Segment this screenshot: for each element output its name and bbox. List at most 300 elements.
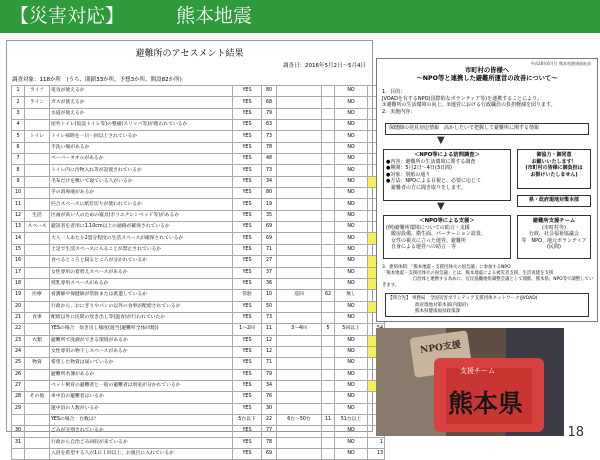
cell-item: 希望した物資は届いているか bbox=[50, 358, 233, 369]
cell-a2: NO bbox=[335, 97, 368, 108]
cell-n2 bbox=[322, 176, 335, 187]
cell-a2: NO bbox=[335, 380, 368, 391]
cell-n3: 1 bbox=[368, 437, 385, 448]
cell-item: 行政から、おにぎりやパンの以外の食事が配給されているか bbox=[50, 301, 233, 312]
table-row bbox=[12, 154, 385, 165]
cell-m bbox=[277, 380, 322, 391]
cell-m: 6台〜50台 bbox=[277, 414, 322, 425]
cell-a2: NO bbox=[335, 369, 368, 380]
cell-cat bbox=[25, 449, 50, 460]
cell-ans: YES bbox=[233, 301, 262, 312]
notice-title-line2: 〜NPO等と連携した避難所運営の改善について〜 bbox=[416, 75, 558, 82]
cell-item: 手洗い場があるか bbox=[50, 142, 233, 153]
info-box: 保健師の発見対応情報 高かしたいで把握して避難所に関する情報 bbox=[385, 123, 589, 135]
cell-ans: YES bbox=[233, 210, 262, 221]
cell-n2 bbox=[322, 426, 335, 437]
table-row bbox=[12, 290, 385, 301]
table-row bbox=[12, 267, 385, 278]
table-row bbox=[12, 392, 385, 403]
cell-cat: 衣類 bbox=[25, 335, 50, 346]
table-row bbox=[12, 222, 385, 233]
table-row bbox=[12, 414, 385, 425]
cell-n: 79 bbox=[262, 369, 277, 380]
survey-box-line3: ●対象：別紙の通り bbox=[386, 171, 431, 178]
table-row bbox=[12, 108, 385, 119]
cell-no: 9 bbox=[12, 176, 25, 187]
survey-box-title: ＜NPO等による訪問調査＞ bbox=[414, 152, 480, 158]
cell-item: 水道が使えるか bbox=[50, 108, 233, 119]
cell-cat: 生活 bbox=[25, 210, 50, 221]
cell-n: 12 bbox=[262, 346, 277, 357]
team-line2: (市町村等) bbox=[542, 224, 566, 231]
cell-a2: NO bbox=[335, 346, 368, 357]
cell-item: ペーパータオルがあるか bbox=[50, 154, 233, 165]
table-row bbox=[12, 176, 385, 187]
cell-item: 配給以外に民間の炊き出し等(温食)が行われていたか bbox=[50, 312, 233, 323]
cell-no: 31 bbox=[12, 437, 25, 448]
cell-n2 bbox=[322, 233, 335, 244]
notice-date: 平成28年6月日 熊本県健康福祉部 bbox=[530, 61, 591, 66]
cell-m bbox=[277, 256, 322, 267]
contact-line1: 【問合先】 事務局 全国災害ボランティア支援団体ネットワーク(JVOAD) bbox=[388, 296, 538, 301]
cell-n: 50 bbox=[262, 301, 277, 312]
cell-m bbox=[277, 233, 322, 244]
cell-a2: NO bbox=[335, 108, 368, 119]
section-3-line2: 「熊本地震・支援団体火の国会議」とは、熊本地震による被災者支援、生活再建を支援 bbox=[382, 271, 554, 276]
cell-a2: NO bbox=[335, 426, 368, 437]
cell-cat bbox=[25, 369, 50, 380]
cell-m bbox=[277, 142, 322, 153]
cell-m bbox=[277, 449, 322, 460]
armband-top-text: NPO支援 bbox=[419, 340, 462, 356]
cell-ans: YES bbox=[233, 437, 262, 448]
cell-no: 22 bbox=[12, 324, 25, 335]
section-3-line3: 自治体と連携する為めに、官民協働連絡調整会議として開催、熊本県、NPO等で調整していきます。 bbox=[382, 277, 594, 288]
cell-a2: 51台以上 bbox=[335, 414, 368, 425]
cell-no: 1 bbox=[12, 86, 25, 97]
contact-line2: 政府現地対策本部(内閣府) bbox=[388, 302, 469, 308]
cell-m bbox=[277, 301, 322, 312]
table-row bbox=[12, 301, 385, 312]
cell-n: 36 bbox=[262, 278, 277, 289]
cell-cat bbox=[25, 346, 50, 357]
cell-ans: YES bbox=[233, 244, 262, 255]
hq-box: 県・政府現地対策本部 bbox=[517, 195, 591, 207]
cell-no: 26 bbox=[12, 369, 25, 380]
cell-a2: NO bbox=[335, 199, 368, 210]
cell-cat: ライン bbox=[25, 97, 50, 108]
cell-ans: YES bbox=[233, 176, 262, 187]
cell-n: 35 bbox=[262, 210, 277, 221]
cell-m bbox=[277, 108, 322, 119]
cell-item: 匹合スペースに紙仕切りが使われているか bbox=[50, 199, 233, 210]
cell-no: 17 bbox=[12, 267, 25, 278]
cell-m bbox=[277, 97, 322, 108]
cell-ans: YES bbox=[233, 222, 262, 233]
cell-n2 bbox=[322, 97, 335, 108]
cell-a2: NO bbox=[335, 335, 368, 346]
cell-n: 27 bbox=[262, 256, 277, 267]
cooperation-line1: 御協力・御同意 bbox=[536, 152, 572, 158]
cell-item: 入浴を希望する人が1日１回以上、お風呂に入れているか bbox=[50, 449, 233, 460]
cell-m bbox=[277, 131, 322, 142]
cell-m bbox=[277, 426, 322, 437]
cell-a2: NO bbox=[335, 244, 368, 255]
cell-item: 毛布だけを敷いて寝ている人がいるか bbox=[50, 176, 233, 187]
cell-cat: その他 bbox=[25, 392, 50, 403]
table-row bbox=[12, 199, 385, 210]
cell-cat bbox=[25, 188, 50, 199]
cell-m bbox=[277, 437, 322, 448]
cell-n: 37 bbox=[262, 267, 277, 278]
section-1-head: 1．目的： bbox=[382, 89, 406, 95]
cell-n2 bbox=[322, 301, 335, 312]
cell-m bbox=[277, 176, 322, 187]
cooperation-box bbox=[517, 149, 591, 189]
cell-n: 10 bbox=[262, 290, 277, 301]
table-row bbox=[12, 346, 385, 357]
cell-ans: YES bbox=[233, 199, 262, 210]
assessment-title: 避難所のアセスメント結果 bbox=[135, 49, 244, 59]
table-row bbox=[12, 131, 385, 142]
cell-n2 bbox=[322, 358, 335, 369]
cell-n2 bbox=[322, 188, 335, 199]
cell-item: 女性専用の着替えスペースがあるか bbox=[50, 267, 233, 278]
cell-n: 73 bbox=[262, 131, 277, 142]
cell-n: 73 bbox=[262, 165, 277, 176]
cell-ans: YES bbox=[233, 335, 262, 346]
table-row bbox=[12, 165, 385, 176]
cell-m bbox=[277, 86, 322, 97]
cell-no: 29 bbox=[12, 403, 25, 414]
cell-a2: NO bbox=[335, 449, 368, 460]
cell-a2: 無し bbox=[335, 290, 368, 301]
cell-n2 bbox=[322, 86, 335, 97]
cell-no: 18 bbox=[12, 278, 25, 289]
cell-cat bbox=[25, 380, 50, 391]
cell-a2: NO bbox=[335, 437, 368, 448]
cell-no: 6 bbox=[12, 142, 25, 153]
cell-ans: YES bbox=[233, 86, 262, 97]
survey-box-line5: 避難者の方に聞き取りをします。 bbox=[386, 184, 466, 191]
cell-no: 14 bbox=[12, 233, 25, 244]
cell-m bbox=[277, 188, 322, 199]
cell-cat bbox=[25, 426, 50, 437]
cell-cat: 医療 bbox=[25, 290, 50, 301]
cell-item: 区画が高い人のための寝具(ポリエチレンベッド等)があるか bbox=[50, 210, 233, 221]
page-number: 18 bbox=[567, 425, 584, 440]
cell-m bbox=[277, 278, 322, 289]
cell-m bbox=[277, 244, 322, 255]
cell-item: 電気が使えるか bbox=[50, 86, 233, 97]
cell-a2: NO bbox=[335, 267, 368, 278]
section-1-text1: JVOADを有するNPO(国際的なボランティア等)を連携することにより、 bbox=[382, 95, 543, 102]
cell-ans: YES bbox=[233, 403, 262, 414]
cell-cat: 物資 bbox=[25, 358, 50, 369]
cell-cat bbox=[25, 403, 50, 414]
cell-no: 24 bbox=[12, 346, 25, 357]
cooperation-line4: お掛けいたしません) bbox=[530, 171, 578, 178]
cell-n: 69 bbox=[262, 449, 277, 460]
cell-m bbox=[277, 392, 322, 403]
cell-m bbox=[277, 210, 322, 221]
cell-n3: 13 bbox=[368, 449, 385, 460]
cell-n2: 62 bbox=[322, 290, 335, 301]
cell-a2: 5回以上 bbox=[335, 324, 368, 335]
cell-ans: 5台以下 bbox=[233, 414, 262, 425]
cell-ans: YES bbox=[233, 278, 262, 289]
down-arrow-icon: ▼ bbox=[437, 135, 445, 146]
cell-item: YESの場合 炊き出し頻度(週当(避難所全体回数)) bbox=[50, 324, 233, 335]
cell-ans: YES bbox=[233, 369, 262, 380]
cell-no: 4 bbox=[12, 120, 25, 131]
cell-item: 避該者を者用に1.10cm以上の通路が確保されているか bbox=[50, 222, 233, 233]
cell-no: 21 bbox=[12, 312, 25, 323]
cell-cat bbox=[25, 199, 50, 210]
table-row bbox=[12, 120, 385, 131]
cell-item: 大人一人あたり2畳分程度の生活スペースが確保されているか bbox=[50, 233, 233, 244]
cell-m: 巡回 bbox=[277, 290, 322, 301]
cell-item: ガスが使えるか bbox=[50, 97, 233, 108]
cell-n: 69 bbox=[262, 233, 277, 244]
cell-n2 bbox=[322, 256, 335, 267]
cell-n: 69 bbox=[262, 222, 277, 233]
cell-cat: 食事 bbox=[25, 312, 50, 323]
cell-a2: NO bbox=[335, 256, 368, 267]
table-row bbox=[12, 210, 385, 221]
table-row bbox=[12, 324, 385, 335]
cell-n: 80 bbox=[262, 188, 277, 199]
cell-n2 bbox=[322, 142, 335, 153]
cell-a2: NO bbox=[335, 210, 368, 221]
cell-a2: NO bbox=[335, 403, 368, 414]
cell-ans: YES bbox=[233, 256, 262, 267]
cell-a2: NO bbox=[335, 165, 368, 176]
cell-n: 73 bbox=[262, 312, 277, 323]
table-row bbox=[12, 244, 385, 255]
table-row bbox=[12, 256, 385, 267]
cell-ans: YES bbox=[233, 449, 262, 460]
cell-ans: YES bbox=[233, 380, 262, 391]
cell-ans: YES bbox=[233, 392, 262, 403]
survey-box-line1: ●内容：避難所の生活環境に関する調査 bbox=[386, 158, 476, 165]
cell-a2: NO bbox=[335, 222, 368, 233]
cell-cat bbox=[25, 278, 50, 289]
cell-n2 bbox=[322, 392, 335, 403]
cell-item: ごみが分別されているか bbox=[50, 426, 233, 437]
cell-a2: NO bbox=[335, 120, 368, 131]
cell-ans: YES bbox=[233, 346, 262, 357]
cell-n: 22 bbox=[262, 414, 277, 425]
cell-no: 5 bbox=[12, 131, 25, 142]
cell-n: 12 bbox=[262, 335, 277, 346]
support-box-title: ＜NPO等による支援＞ bbox=[419, 218, 475, 224]
cell-item: トイレ掃除を一日一回以上されているか bbox=[50, 131, 233, 142]
cell-m bbox=[277, 369, 322, 380]
cell-item: 食べるところと寝るところが分かれているか bbox=[50, 256, 233, 267]
cell-item: 授乳専用スペースがあるか bbox=[50, 278, 233, 289]
support-box-line1: (例)避難所環境についての助言・支援 bbox=[386, 224, 470, 231]
cell-n: 78 bbox=[262, 142, 277, 153]
cell-n: 71 bbox=[262, 358, 277, 369]
cell-m bbox=[277, 120, 322, 131]
assessment-panel bbox=[6, 40, 383, 457]
table-row bbox=[12, 426, 385, 437]
cell-n2 bbox=[322, 154, 335, 165]
support-box bbox=[383, 215, 511, 259]
cell-cat bbox=[25, 301, 50, 312]
notice-title bbox=[377, 67, 597, 83]
cell-a2: NO bbox=[335, 142, 368, 153]
cell-no: 30 bbox=[12, 426, 25, 437]
cell-cat bbox=[25, 154, 50, 165]
header-banner bbox=[0, 0, 600, 33]
cell-n2 bbox=[322, 267, 335, 278]
cell-item: 手の消毒液があるか bbox=[50, 188, 233, 199]
section-3 bbox=[382, 265, 594, 289]
cell-no bbox=[12, 414, 25, 425]
cell-cat bbox=[25, 267, 50, 278]
table-row bbox=[12, 188, 385, 199]
cell-no: 10 bbox=[12, 188, 25, 199]
cell-m bbox=[277, 403, 322, 414]
cell-cat bbox=[25, 437, 50, 448]
cell-cat bbox=[25, 108, 50, 119]
table-row bbox=[12, 86, 385, 97]
cell-no: 7 bbox=[12, 154, 25, 165]
armband-main-text: 熊本県 bbox=[448, 389, 524, 418]
armband-photo bbox=[376, 328, 564, 436]
cell-item: 土足で生活スペースに入ることが禁止されているか bbox=[50, 244, 233, 255]
cell-n2: 11 bbox=[322, 414, 335, 425]
cell-no: 2 bbox=[12, 97, 25, 108]
cell-no: 28 bbox=[12, 392, 25, 403]
section-1 bbox=[382, 89, 592, 115]
cell-n: 30 bbox=[262, 403, 277, 414]
cell-item: 避難所で洗濯ができる環境があるか bbox=[50, 335, 233, 346]
cell-n2 bbox=[322, 335, 335, 346]
table-row bbox=[12, 278, 385, 289]
cell-ans: YES bbox=[233, 154, 262, 165]
cell-n2 bbox=[322, 403, 335, 414]
cell-n: 80 bbox=[262, 86, 277, 97]
table-row bbox=[12, 449, 385, 460]
cell-n: 76 bbox=[262, 392, 277, 403]
cell-n2 bbox=[322, 199, 335, 210]
cell-n2 bbox=[322, 278, 335, 289]
cell-a2: NO bbox=[335, 278, 368, 289]
cell-n: 19 bbox=[262, 199, 277, 210]
cell-no: 27 bbox=[12, 380, 25, 391]
cell-item: 女性専用の物干しスペースがあるか bbox=[50, 346, 233, 357]
cell-a2: NO bbox=[335, 312, 368, 323]
cell-cat bbox=[25, 244, 50, 255]
survey-period: 調査日：2016年5月2日〜5月4日 bbox=[283, 63, 366, 69]
cell-item: トイレ内に汚物入れ等が設置されているか bbox=[50, 165, 233, 176]
cell-m bbox=[277, 222, 322, 233]
armband-small-text: 支援チーム bbox=[460, 367, 495, 375]
cell-ans: YES bbox=[233, 358, 262, 369]
cell-m bbox=[277, 335, 322, 346]
cell-m bbox=[277, 358, 322, 369]
cell-item: 避難所名簿があるか bbox=[50, 369, 233, 380]
cell-a2: NO bbox=[335, 233, 368, 244]
cell-a2: NO bbox=[335, 131, 368, 142]
cell-n2 bbox=[322, 131, 335, 142]
cell-m bbox=[277, 165, 322, 176]
cell-n2 bbox=[322, 244, 335, 255]
cell-no: 12 bbox=[12, 210, 25, 221]
cell-no: 23 bbox=[12, 335, 25, 346]
cell-ans: YES bbox=[233, 108, 262, 119]
cell-ans: 常駐 bbox=[233, 290, 262, 301]
cell-n: 63 bbox=[262, 120, 277, 131]
notice-panel bbox=[376, 58, 598, 322]
cell-ans: YES bbox=[233, 165, 262, 176]
team-line3: 行政、社会福祉協議会 bbox=[528, 231, 579, 237]
cell-n: 78 bbox=[262, 437, 277, 448]
cell-item: 看護師や保健師が常駐または派遣しているか bbox=[50, 290, 233, 301]
cell-a2: NO bbox=[335, 176, 368, 187]
cell-a2: NO bbox=[335, 188, 368, 199]
cell-n2 bbox=[322, 346, 335, 357]
cell-no: 11 bbox=[12, 199, 25, 210]
cell-a2: NO bbox=[335, 86, 368, 97]
cell-ans: YES bbox=[233, 131, 262, 142]
cell-n2: 5 bbox=[322, 324, 335, 335]
cell-m bbox=[277, 267, 322, 278]
cell-cat bbox=[25, 120, 50, 131]
cell-no: 25 bbox=[12, 358, 25, 369]
cell-cat: ライフ bbox=[25, 86, 50, 97]
survey-box-line2: ●期間：5月2日〜4日(3日間) bbox=[386, 165, 452, 171]
table-row bbox=[12, 233, 385, 244]
table-row bbox=[12, 312, 385, 323]
cell-no: 16 bbox=[12, 256, 25, 267]
cooperation-line2: お願いいたします！ bbox=[531, 158, 577, 165]
cell-ans: YES bbox=[233, 142, 262, 153]
cell-item: 屋外トイレ(仮設トイレ等)の整備(スリッパ等)が使われているか bbox=[50, 120, 233, 131]
support-box-line2: 暖房設備、衛生面、パーテーション設置、 bbox=[386, 231, 486, 237]
cell-m bbox=[277, 199, 322, 210]
cell-a2: NO bbox=[335, 154, 368, 165]
cooperation-line3: (市町村の皆様に御負担は bbox=[525, 165, 583, 171]
cell-n: 34 bbox=[262, 176, 277, 187]
cell-cat bbox=[25, 324, 50, 335]
cell-ans: YES bbox=[233, 267, 262, 278]
survey-subject: 調査対象：118か所 (うち、閉鎖33か所、予想3か所、開設82か所) bbox=[12, 77, 182, 83]
cell-n2 bbox=[322, 437, 335, 448]
cell-ans: YES bbox=[233, 426, 262, 437]
banner-title: 熊本地震 bbox=[176, 5, 253, 27]
cell-n: 68 bbox=[262, 97, 277, 108]
notice-title-line1: 市町村の皆様へ bbox=[464, 67, 510, 74]
table-row bbox=[12, 380, 385, 391]
down-arrow-icon: ▼ bbox=[437, 201, 445, 212]
cell-n2 bbox=[322, 449, 335, 460]
cell-item: 行政から自治ごみ回収が来ているか bbox=[50, 437, 233, 448]
cell-a2: NO bbox=[335, 358, 368, 369]
cell-no: 15 bbox=[12, 244, 25, 255]
cell-m bbox=[277, 154, 322, 165]
cell-n2 bbox=[322, 222, 335, 233]
cell-cat bbox=[25, 142, 50, 153]
cell-item: YESの場合 台数は？ bbox=[50, 414, 233, 425]
cell-n: 48 bbox=[262, 154, 277, 165]
cell-m bbox=[277, 346, 322, 357]
cell-item: 運中泊の人数がいるか bbox=[50, 403, 233, 414]
cell-ans: YES bbox=[233, 312, 262, 323]
